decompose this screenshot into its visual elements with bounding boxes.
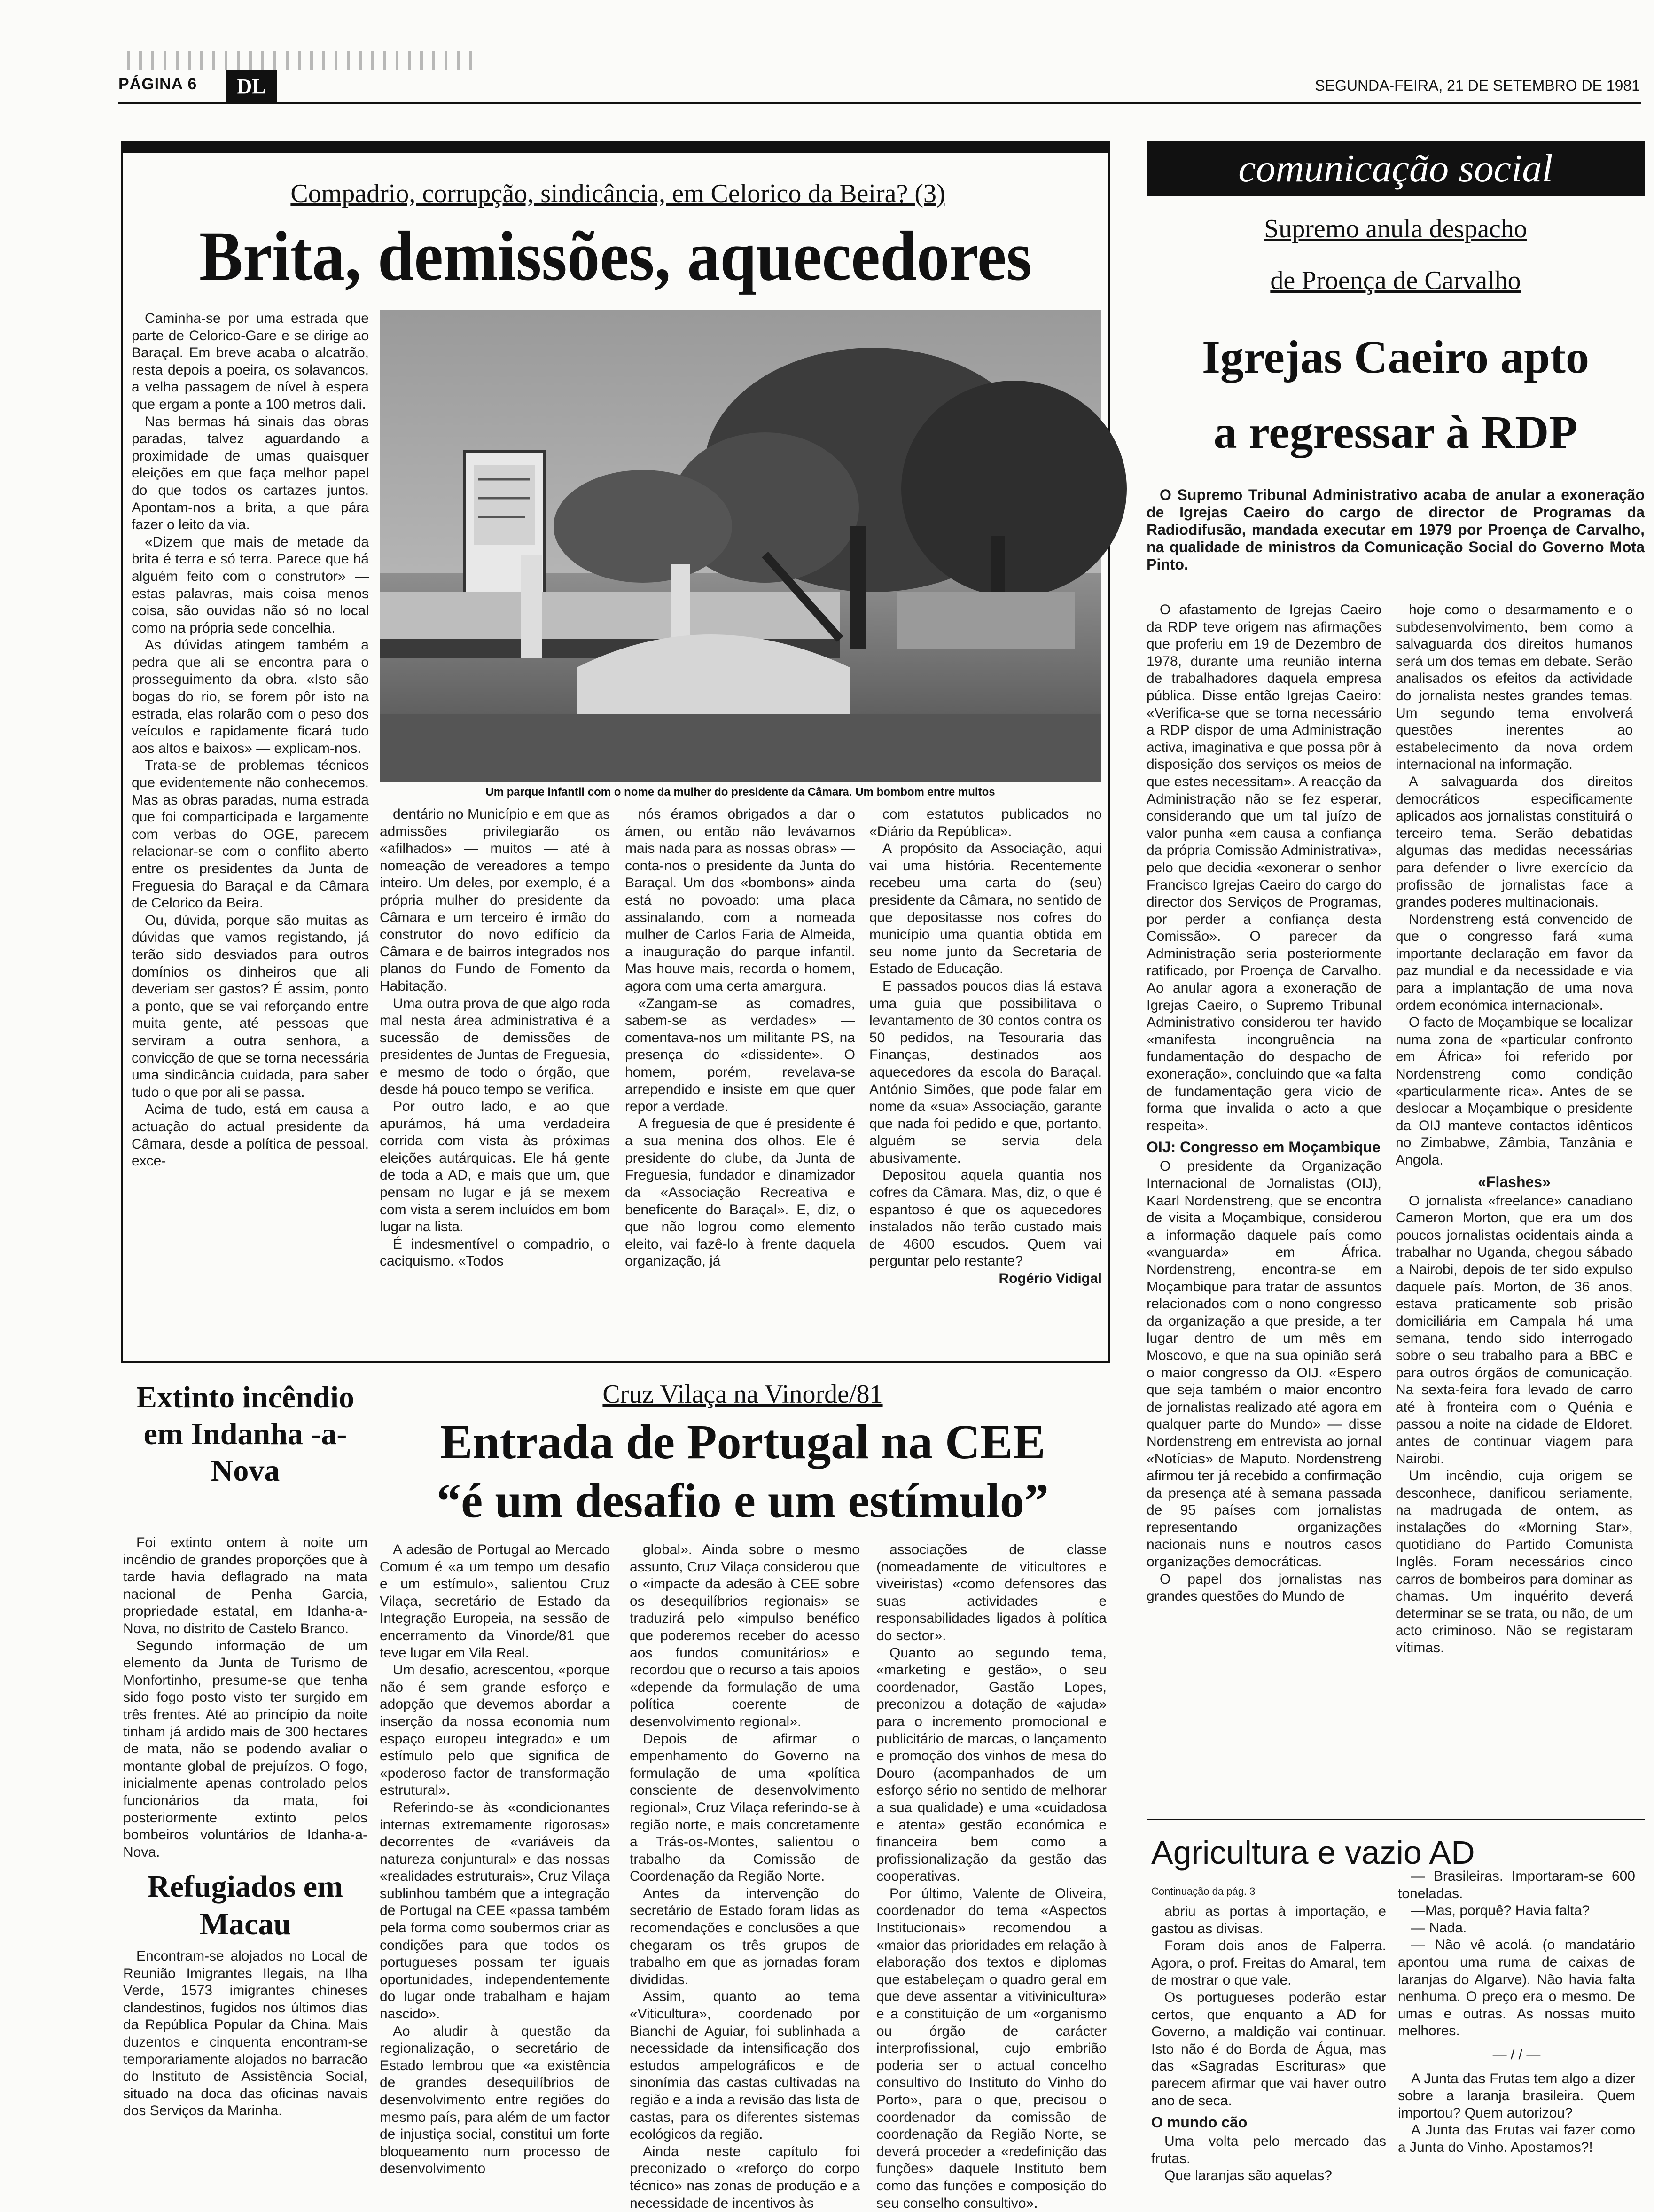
paragraph: A freguesia de que é presidente é a sua menina dos olhos. Ele é presidente do clube, da Junta de Freguesia, fundador e dinamizador da «Associação Recreativa e beneficente do Baraçal». E, diz, o que não logrou como elemento eleito, vai fazê-lo à frente daquela organização, já [625, 1116, 855, 1269]
paragraph: «Dizem que mais de metade da brita é terra e só terra. Parece que há alguém feito com o construtor» — estas palavras, mais coisa menos coisa, são ouvidas não só no local como na própria sede concelhia. [132, 534, 369, 636]
main-article-top-bar [121, 141, 1110, 153]
main-kicker: Compadrio, corrupção, sindicância, em Celorico da Beira? (3) [290, 179, 945, 208]
lead-paragraph: O Supremo Tribunal Administrativo acaba de anular a exoneração de Igrejas Caeiro do cargo de director de Programas da Radiodifusão, mandada executar em 1979 por Proença de Carvalho, na qualidade de ministros da Comunicação Social do Governo Mota Pinto. [1147, 486, 1645, 573]
agri-headline: Agricultura e vazio AD [1151, 1834, 1475, 1871]
paragraph: Segundo informação de um elemento da Junta de Turismo de Monfortinho, presume-se que tenha sido fogo posto visto ter surgido em três frentes. Até ao princípio da noite tinham já ardido mais de 300 hectares de mata, não se podendo avaliar o montante global de prejuízos. O fogo, inicialmente apenas controlado pelos funcionários da mata, foi posteriormente extinto pelos bombeiros voluntários de Idanha-a-Nova. [123, 1638, 367, 1860]
paragraph: Ao aludir à questão da regionalização, o secretário de Estado lembrou que «a existência de grandes desequilíbrios de desenvolvimento entre regiões do mesmo país, para além de um factor de injustiça social, constitui um forte bloqueamento num processo de desenvolvimento [380, 2023, 610, 2177]
main-col-3 [625, 806, 855, 1356]
paragraph: O afastamento de Igrejas Caeiro da RDP teve origem nas afirmações que proferiu em 19 de Dezembro de 1978, durante uma reunião interna de trabalhadores daquela empresa pública. Disse então Igrejas Caeiro: «Verifica-se que se torna necessário a RDP dispor de uma Administração activa, imaginativa e que possa pôr à disposição dos serviços os meios de que estes necessitam». A reacção da Administração não se fez esperar, considerando que um tal juízo de valor punha «em causa a confiança da própria Comissão Administrativa», pelo que decidia «exonerar o senhor Francisco Igrejas Caeiro do cargo do director dos Serviços de Programas, por perder a confiança desta Comissão». O parecer da Administração seria posteriormente ratificado, por Proença de Carvalho. Ao anular agora a exoneração de Igrejas Caeiro, o Supremo Tribunal Administrativo considerou ter havido «manifesta incongruência na fundamentação do despacho de exoneração», concluindo que «a falta de fundamentação gera vício de forma que invalida o acto a que respeita». [1147, 602, 1381, 1133]
paragraph: Antes da intervenção do secretário de Estado foram lidas as recomendações e conclusões a que chegaram os três grupos de trabalho em que as jornadas foram divididas. [630, 1885, 860, 1987]
continuation-note: Continuação da pág. 3 [1151, 1885, 1256, 1897]
refugees-text [123, 1948, 367, 2204]
paragraph: O presidente da Organização Internacional de Jornalistas (OIJ), Kaarl Nordenstreng, que se encontra de visita a Moçambique, considerou a informação daquele país como «vanguarda» em África. Nordenstreng, encontra-se em Moçambique para tratar de assuntos relacionados com o nono congresso da organização a que preside, a ter lugar dentro de um mês em Moscovo, e que na sua opinião será o maior congresso da OIJ. «Espero que seja também o maior encontro de jornalistas realizado até agora em qualquer parte do Mundo» — disse Nordenstreng em entrevista ao jornal «Notícias» de Maputo. Nordenstreng afirmou ter já recebido a confirmação da presença até à semana passada de 95 países com jornalistas representando organizações nacionais nuns e noutros casos organizações democráticas. [1147, 1158, 1381, 1570]
paragraph: hoje como o desarmamento e o subdesenvolvimento, bem como a salvaguarda dos direitos humanos será um dos temas em debate. Serão analisados os efeitos da actividade do jornalista nestes grandes temas. Um segundo tema envolverá questões inerentes ao estabelecimento da nova ordem internacional na informação. [1396, 602, 1633, 773]
paragraph: A Junta das Frutas vai fazer como a Junta do Vinho. Apostamos?! [1398, 2122, 1635, 2155]
issue-date: SEGUNDA-FEIRA, 21 DE SETEMBRO DE 1981 [1315, 77, 1640, 94]
agri-col-1 [1151, 1884, 1386, 2204]
paragraph: Trata-se de problemas técnicos que evidentemente não conhecemos. Mas as obras paradas, numa estrada que foi comparticipada e largamente com verbas do OGE, parecem relacionar-se com o conflito aberto entre os presidentes da Junta de Freguesia do Baraçal e da Câmara de Celorico da Beira. [132, 758, 369, 911]
refugees-headline: Refugiados em Macau [147, 1869, 343, 1941]
paragraph: Depois de afirmar o empenhamento do Governo na formulação de uma «política consciente de desenvolvimento regional», Cruz Vilaça referindo-se à região norte, e mais concretamente a Trás-os-Montes, salientou o trabalho da Comissão de Coordenação da Região Norte. [630, 1731, 860, 1884]
paragraph: Foi extinto ontem à noite um incêndio de grandes proporções que à tarde havia deflagrado na mata nacional de Penha Garcia, propriedade estatal, em Idanha-a-Nova, no distrito de Castelo Branco. [123, 1535, 367, 1636]
paragraph: Uma volta pelo mercado das frutas. [1151, 2134, 1386, 2166]
paragraph: associações de classe (nomeadamente de viticultores e viveiristas) «como defensores das suas actividades e responsabilidades ligados à política do sector». [876, 1542, 1107, 1643]
paragraph: Quanto ao segundo tema, «marketing e gestão», o seu coordenador, Gastão Lopes, preconizou a dotação de «ajuda» para o incremento promocional e publicitário de marcas, o lançamento e promoção dos vinhos de mesa do Douro (acompanhados de um esforço sério no sentido de melhorar a sua qualidade) e uma «cuidadosa e atenta» gestão económica e financeira bem como a profissionalização da gestão das cooperativas. [876, 1645, 1107, 1884]
paragraph: O jornalista «freelance» canadiano Cameron Morton, que era um dos poucos jornalistas ocidentais ainda a trabalhar no Uganda, chegou sábado a Nairobi, depois de ter sido expulso daquele país. Morton, de 36 anos, estava praticamente sob prisão domiciliária em Campala há uma semana, tendo sido interrogado sobre o seu trabalho para a BBC e para outros órgãos de comunicação. Na sexta-feira fora levado de carro até à fronteira com o Quénia e passou a noite na cidade de Eldoret, antes de continuar viagem para Nairobi. [1396, 1193, 1633, 1467]
paragraph: Nas bermas há sinais das obras paradas, talvez aguardando a proximidade de umas quaisquer eleições em que faça melhor papel do que todos os cartazes juntos. Apontam-nos a brita, a que pára fazer o leito da via. [132, 414, 369, 533]
byline: Rogério Vidigal [999, 1271, 1102, 1287]
photo-caption: Um parque infantil com o nome da mulher do presidente da Câmara. Um bombom entre muitos [485, 786, 995, 798]
cee-col-1 [380, 1541, 610, 2204]
agri-col-2 [1398, 1868, 1635, 2204]
cee-col-3 [876, 1541, 1107, 2211]
agri-top-rule [1147, 1819, 1645, 1820]
masthead-rule [118, 102, 1641, 104]
paragraph: Por último, Valente de Oliveira, coordenador do tema «Aspectos Institucionais» recomendou a «maior das prioridades em relação à elaboração dos textos e diplomas que estabeleçam o quadro geral em que deve assentar a vitivinicultura» e a constituição de um «organismo ou órgão de carácter interprofissional, cujo embrião poderia ser o actual concelho consultivo do Instituto do Vinho do Porto», para o que, precisou o coordenador da comissão de coordenação da Região Norte, se deverá proceder a «redefinição das funções» daquele Instituto bem como das funções e composição do seu conselho consultivo». [876, 1885, 1107, 2211]
paragraph: Por outro lado, e ao que apurámos, há uma verdadeira corrida com vista às próximas eleições autárquicas. Ele há gente de toda a AD, e mais que um, que pensam no lugar e já se mexem com vista a serem incluídos em bom lugar na lista. [380, 1099, 610, 1235]
paragraph: E passados poucos dias lá estava uma guia que possibilitava o levantamento de 30 contos contra os 50 pedidos, na Tesouraria das Finanças, destinados aos aquecedores da escola do Baraçal. António Simões, que pode falar em nome da «sua» Associação, garante que nada foi pedido e que, portanto, alguém se servia dela abusivamente. [869, 978, 1102, 1166]
paragraph: Ou, dúvida, porque são muitas as dúvidas que vamos registando, já terão sido desviados para outros domínios os dinheiros que ali deveriam ser gastos? É assim, ponto a ponto, que se vai reforçando entre muita gente, até pessoas que serviram a outra senhora, a convicção de que se torna necessária uma sindicância cuidada, para saber tudo o que por ali se passa. [132, 912, 369, 1100]
flashes-subheading: «Flashes» [1478, 1173, 1551, 1190]
paragraph: A Junta das Frutas tem algo a dizer sobre a laranja brasileira. Quem importou? Quem autorizou? [1398, 2071, 1635, 2121]
section-banner: comunicação social [1147, 141, 1645, 196]
cee-headline-1: Entrada de Portugal na CEE [440, 1415, 1045, 1469]
paragraph: As dúvidas atingem também a pedra que ali se encontra para o prosseguimento da obra. «Isto são bogas do rio, se forem pôr isto na estrada, elas rolarão com o peso dos veículos e rapidamente ficará tudo aos altos e baixos» — explicam-nos. [132, 637, 369, 756]
paragraph: Um desafio, acrescentou, «porque não é sem grande esforço e adopção que devemos abordar a inserção da nossa economia num espaço europeu integrado» e um estímulo pelo que significa de «poderoso factor de transformação estrutural». [380, 1662, 610, 1798]
paragraph: A adesão de Portugal ao Mercado Comum é «a um tempo um desafio e um estímulo», salientou Cruz Vilaça, secretário de Estado da Integração Europeia, na sessão de encerramento da Vinorde/81 que teve lugar em Vila Real. [380, 1542, 610, 1661]
page-label: PÁGINA 6 [118, 75, 197, 93]
cee-kicker: Cruz Vilaça na Vinorde/81 [602, 1380, 883, 1409]
paragraph: É indesmentível o compadrio, o caciquismo. «Todos [380, 1236, 610, 1269]
social-headline-1: Igrejas Caeiro apto [1202, 331, 1589, 383]
social-headline-2: a regressar à RDP [1213, 406, 1578, 458]
paragraph: O facto de Moçambique se localizar numa zona de «particular confronto em África» foi referido por Nordenstreng como condição «particularmente rica». Antes de se deslocar a Moçambique o presidente da OIJ manteve contactos idênticos no Zimbabwe, Zâmbia, Tanzânia e Angola. [1396, 1015, 1633, 1168]
paragraph: Ainda neste capítulo foi preconizado o «reforço do corpo técnico» nas zonas de produção e a necessidade de incentivos às [630, 2143, 860, 2211]
paragraph: global». Ainda sobre o mesmo assunto, Cruz Vilaça considerou que o «impacte da adesão à CEE sobre os desequilíbrios regionais» se traduzirá pelo «impulso benéfico que poderemos receber do acesso aos fundos comunitários» e recordou que o recurso a tais apoios «depende da formulação de uma política coerente de desenvolvimento regional». [630, 1542, 860, 1729]
playground-photo [380, 310, 1101, 782]
cee-col-2 [630, 1541, 860, 2211]
paragraph: Os portugueses poderão estar certos, que enquanto a AD for Governo, a maldição vai continuar. Isto não é do Borda de Água, mas das «Sagradas Escrituras» que parecem afirmar que vai haver outro ano de seca. [1151, 1989, 1386, 2109]
oij-subheading: OIJ: Congresso em Moçambique [1147, 1139, 1381, 1156]
paragraph: A propósito da Associação, aqui vai uma história. Recentemente recebeu uma carta do (seu) presidente da Câmara, no sentido de que depositasse nos cofres do município uma quantia obtida em seu nome junto da Secretaria de Estado de Educação. [869, 841, 1102, 977]
paragraph: Uma outra prova de que algo roda mal nesta área administrativa é a sucessão de demissões de presidentes de Juntas de Freguesia, e mesmo de todo o órgão, que desde há pouco tempo se verifica. [380, 995, 610, 1097]
social-kicker-1: Supremo anula despacho [1264, 214, 1527, 243]
social-kicker-2: de Proença de Carvalho [1270, 266, 1521, 295]
paragraph: — Não vê acolá. (o mandatário apontou uma ruma de caixas de laranjas do Algarve). Não havia falta nenhuma. O preço era o mesmo. De umas e outras. As nossas muito melhores. [1398, 1937, 1635, 2039]
main-col-4 [869, 806, 1102, 1356]
paragraph: A salvaguarda dos direitos democráticos especificamente aplicados aos jornalistas constituirá o terceiro tema. Serão debatidas algumas das medidas necessárias para defender o livre exercício da profissão de jornalistas face a grandes poderes multinacionais. [1396, 774, 1633, 910]
paragraph: — Nada. [1411, 1920, 1467, 1936]
paragraph: nós éramos obrigados a dar o ámen, ou então não levávamos mais nada para as nossas obras» — conta-nos o presidente da Junta do Baraçal. Um dos «bombons» ainda está no povoado: uma placa assinalando, com a nomeada mulher de Carlos Faria de Almeida, a inauguração do parque infantil. Mas houve mais, recorda o homem, agora com uma certa amargura. [625, 806, 855, 994]
social-col-2 [1396, 602, 1633, 1656]
paragraph: Um incêndio, cuja origem se desconhece, danificou seriamente, na madrugada de ontem, as instalações do «Morning Star», quotidiano do Partido Comunista Inglês. Foram necessários cinco carros de bombeiros para dominar as chamas. Um inquérito deverá determinar se se trata, ou não, de um acto criminoso. Não se registaram vítimas. [1396, 1468, 1633, 1656]
paragraph: com estatutos publicados no «Diário da República». [869, 806, 1102, 839]
paragraph: —Mas, porquê? Havia falta? [1411, 1903, 1590, 1919]
main-headline: Brita, demissões, aquecedores [199, 217, 1032, 295]
paragraph: O papel dos jornalistas nas grandes questões do Mundo de [1147, 1571, 1381, 1604]
social-lead [1147, 486, 1645, 573]
top-noise [127, 51, 479, 70]
paragraph: Que laranjas são aquelas? [1164, 2168, 1332, 2184]
paragraph: Assim, quanto ao tema «Viticultura», coordenado por Bianchi de Aguiar, foi sublinhada a necessidade da intensificação dos estudos ampelográficos e de sinonímia das castas cultivadas na região e a inda a revisão das lista de castas, para os diferentes sistemas ecológicos da região. [630, 1989, 860, 2142]
paragraph: Foram dois anos de Falperra. Agora, o prof. Freitas do Amaral, tem de mostrar o que vale. [1151, 1938, 1386, 1988]
main-col-1 [132, 310, 369, 1356]
fire-text [123, 1534, 367, 1863]
fire-headline: Extinto incêndio em Indanha -a-Nova [136, 1380, 354, 1488]
separator: — / / — [1492, 2047, 1541, 2063]
social-col-1 [1147, 602, 1381, 1604]
newspaper-logo: DL [226, 70, 277, 102]
cee-headline-2: “é um desafio e um estímulo” [437, 1474, 1049, 1528]
paragraph: dentário no Município e em que as admissões privilegiarão os «afilhados» — muitos — até à nomeação de vereadores a tempo inteiro. Um deles, por exemplo, é a própria mulher do presidente da Câmara e um terceiro é irmão do construtor do novo edifício da Câmara e de bairros integrados nos planos do Fundo de Fomento da Habitação. [380, 806, 610, 994]
paragraph: Depositou aquela quantia nos cofres da Câmara. Mas, diz, o que é espantoso é que os aquecedores instalados não terão custado mais de 4600 escudos. Quem vai perguntar pelo restante? [869, 1167, 1102, 1269]
agri-subheading: O mundo cão [1151, 2114, 1248, 2131]
paragraph: Referindo-se às «condicionantes internas extremamente rigorosas» decorrentes de «variáveis da natureza conjuntural» e das nossas «realidades estruturais», Cruz Vilaça sublinhou também que a integração de Portugal na CEE «passa também pela forma como soubermos criar as condições para que todos os portugueses possam ter iguais oportunidades, independentemente do lugar onde trabalham e hajam nascido». [380, 1799, 610, 2022]
paragraph: Caminha-se por uma estrada que parte de Celorico-Gare e se dirige ao Baraçal. Em breve acaba o alcatrão, resta depois a poeira, os solavancos, a velha passagem de nível à espera que ergam a ponte a 100 metros dali. [132, 311, 369, 412]
paragraph: — Brasileiras. Importaram-se 600 toneladas. [1398, 1868, 1635, 1901]
paragraph: abriu as portas à importação, e gastou as divisas. [1151, 1904, 1386, 1937]
paragraph: Nordenstreng está convencido de que o congresso fará «uma importante declaração em favor da paz mundial e da necessidade e via para a implantação de uma nova ordem económica internacional». [1396, 911, 1633, 1013]
paragraph: Encontram-se alojados no Local de Reunião Imigrantes Ilegais, na Ilha Verde, 1573 imigrantes chineses clandestinos, fugidos nos últimos dias da República Popular da China. Mais duzentos e cinquenta encontram-se temporariamente alojados no barracão do Instituto de Assistência Social, situado na doca das oficinas navais dos Serviços da Marinha. [123, 1948, 367, 2119]
paragraph: Acima de tudo, está em causa a actuação do actual presidente da Câmara, desde a política de pessoal, exce- [132, 1102, 369, 1169]
paragraph: «Zangam-se as comadres, sabem-se as verdades» — comentava-nos um militante PS, na presença do «dissidente». O homem, porém, revelava-se arrependido e insiste em que quer repor a verdade. [625, 995, 855, 1115]
main-col-2 [380, 806, 610, 1356]
photo-illustration [380, 310, 1101, 782]
